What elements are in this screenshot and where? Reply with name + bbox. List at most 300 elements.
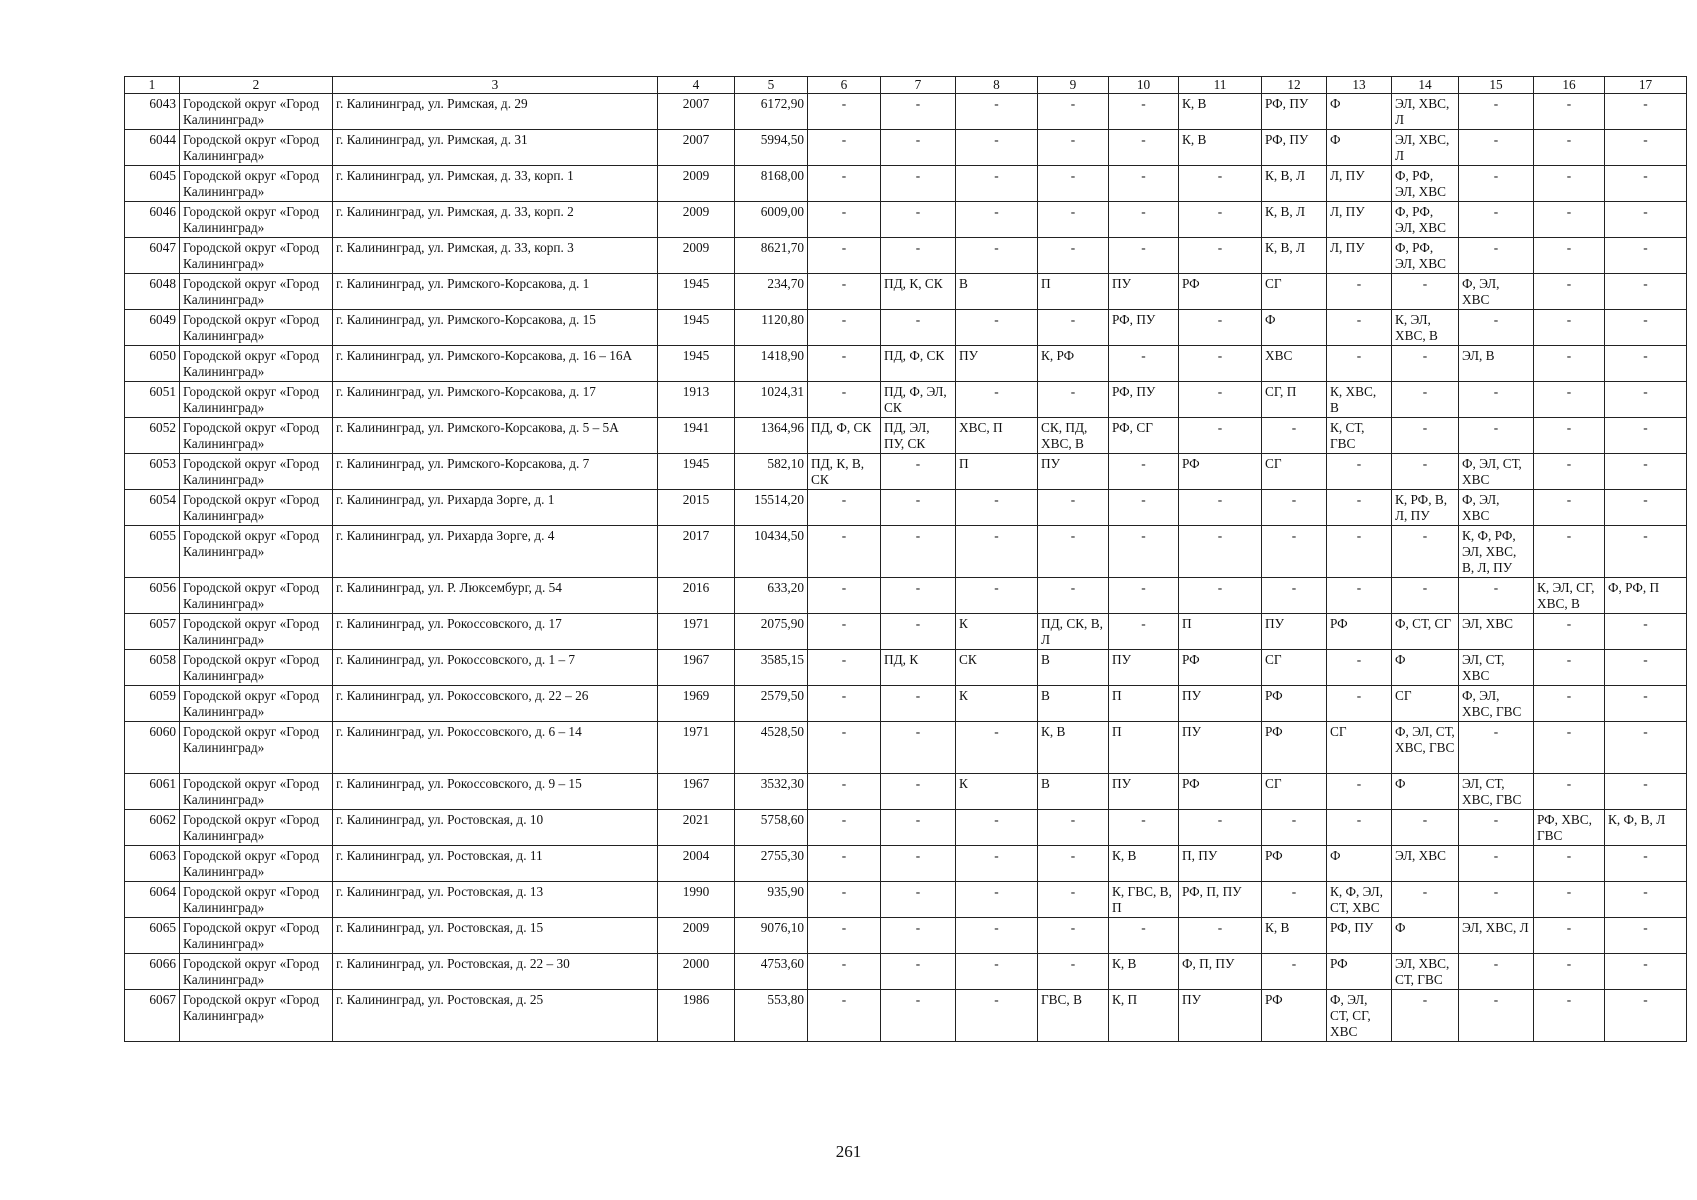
col-6-cell: -: [808, 346, 881, 382]
table-row: [125, 274, 1687, 310]
col-9-cell: П: [1038, 274, 1109, 310]
year-cell: 1945: [658, 346, 735, 382]
col-10-cell: -: [1109, 614, 1179, 650]
address-cell: г. Калининград, ул. Р. Люксембург, д. 54: [333, 578, 658, 614]
col-7-cell: -: [881, 454, 956, 490]
col-13-cell: Ф, ЭЛ, СТ, СГ, ХВС: [1327, 990, 1392, 1042]
col-16-cell: -: [1534, 418, 1605, 454]
col-6-cell: -: [808, 310, 881, 346]
row-number: 6044: [125, 130, 180, 166]
col-6-cell: -: [808, 722, 881, 774]
col-8-cell: -: [956, 990, 1038, 1042]
col-8-cell: ХВС, П: [956, 418, 1038, 454]
col-10-cell: РФ, СГ: [1109, 418, 1179, 454]
col-7-cell: ПД, ЭЛ, ПУ, СК: [881, 418, 956, 454]
col-11-cell: Ф, П, ПУ: [1179, 954, 1262, 990]
table-row: [125, 650, 1687, 686]
col-7-cell: -: [881, 526, 956, 578]
col-13-cell: Л, ПУ: [1327, 238, 1392, 274]
address-cell: г. Калининград, ул. Ростовская, д. 13: [333, 882, 658, 918]
col-8-cell: -: [956, 810, 1038, 846]
col-13-cell: Ф: [1327, 130, 1392, 166]
col-15-cell: Ф, ЭЛ, СТ, ХВС: [1459, 454, 1534, 490]
col-16-cell: -: [1534, 310, 1605, 346]
col-13-cell: -: [1327, 346, 1392, 382]
col-11-cell: К, В: [1179, 94, 1262, 130]
municipality-cell: Городской округ «Город Калининград»: [180, 650, 333, 686]
col-8-cell: -: [956, 578, 1038, 614]
col-15-cell: -: [1459, 846, 1534, 882]
col-8-cell: -: [956, 918, 1038, 954]
col-11-cell: ПУ: [1179, 686, 1262, 722]
year-cell: 2009: [658, 166, 735, 202]
col-6-cell: -: [808, 238, 881, 274]
row-number: 6066: [125, 954, 180, 990]
col-11-cell: РФ, П, ПУ: [1179, 882, 1262, 918]
column-number-3: 3: [333, 77, 658, 94]
row-number: 6059: [125, 686, 180, 722]
col-14-cell: ЭЛ, ХВС, Л: [1392, 130, 1459, 166]
col-10-cell: -: [1109, 202, 1179, 238]
col-11-cell: -: [1179, 490, 1262, 526]
year-cell: 1967: [658, 774, 735, 810]
col-6-cell: -: [808, 526, 881, 578]
col-17-cell: -: [1605, 614, 1687, 650]
column-number-16: 16: [1534, 77, 1605, 94]
col-10-cell: РФ, ПУ: [1109, 382, 1179, 418]
column-number-12: 12: [1262, 77, 1327, 94]
col-6-cell: -: [808, 166, 881, 202]
col-13-cell: -: [1327, 650, 1392, 686]
area-cell: 1120,80: [735, 310, 808, 346]
col-7-cell: ПД, К, СК: [881, 274, 956, 310]
address-cell: г. Калининград, ул. Ростовская, д. 10: [333, 810, 658, 846]
area-cell: 2579,50: [735, 686, 808, 722]
col-13-cell: -: [1327, 774, 1392, 810]
col-17-cell: -: [1605, 846, 1687, 882]
col-15-cell: -: [1459, 310, 1534, 346]
col-9-cell: -: [1038, 846, 1109, 882]
area-cell: 2075,90: [735, 614, 808, 650]
col-13-cell: К, СТ, ГВС: [1327, 418, 1392, 454]
col-8-cell: -: [956, 94, 1038, 130]
col-9-cell: -: [1038, 526, 1109, 578]
col-14-cell: ЭЛ, ХВС: [1392, 846, 1459, 882]
col-14-cell: Ф, РФ, ЭЛ, ХВС: [1392, 166, 1459, 202]
col-16-cell: -: [1534, 722, 1605, 774]
col-10-cell: -: [1109, 578, 1179, 614]
col-13-cell: -: [1327, 686, 1392, 722]
municipality-cell: Городской округ «Город Калининград»: [180, 202, 333, 238]
col-6-cell: ПД, К, В, СК: [808, 454, 881, 490]
col-15-cell: ЭЛ, ХВС, Л: [1459, 918, 1534, 954]
col-9-cell: СК, ПД, ХВС, В: [1038, 418, 1109, 454]
row-number: 6062: [125, 810, 180, 846]
year-cell: 1945: [658, 310, 735, 346]
area-cell: 8621,70: [735, 238, 808, 274]
municipality-cell: Городской округ «Город Калининград»: [180, 774, 333, 810]
col-8-cell: -: [956, 954, 1038, 990]
area-cell: 234,70: [735, 274, 808, 310]
col-6-cell: -: [808, 990, 881, 1042]
col-12-cell: РФ: [1262, 722, 1327, 774]
col-14-cell: -: [1392, 990, 1459, 1042]
year-cell: 1941: [658, 418, 735, 454]
col-9-cell: -: [1038, 882, 1109, 918]
row-number: 6057: [125, 614, 180, 650]
col-12-cell: -: [1262, 578, 1327, 614]
year-cell: 2016: [658, 578, 735, 614]
col-6-cell: -: [808, 686, 881, 722]
col-16-cell: -: [1534, 918, 1605, 954]
table-row: [125, 918, 1687, 954]
col-13-cell: -: [1327, 490, 1392, 526]
row-number: 6046: [125, 202, 180, 238]
col-11-cell: -: [1179, 238, 1262, 274]
table-row: [125, 774, 1687, 810]
address-cell: г. Калининград, ул. Римская, д. 33, корп. 1: [333, 166, 658, 202]
table-row: [125, 990, 1687, 1042]
col-9-cell: К, В: [1038, 722, 1109, 774]
address-cell: г. Калининград, ул. Римского-Корсакова, д. 15: [333, 310, 658, 346]
col-14-cell: -: [1392, 418, 1459, 454]
col-6-cell: -: [808, 650, 881, 686]
col-7-cell: -: [881, 490, 956, 526]
col-8-cell: -: [956, 166, 1038, 202]
col-10-cell: -: [1109, 918, 1179, 954]
col-11-cell: -: [1179, 202, 1262, 238]
col-15-cell: -: [1459, 722, 1534, 774]
area-cell: 6009,00: [735, 202, 808, 238]
municipality-cell: Городской округ «Город Калининград»: [180, 810, 333, 846]
address-cell: г. Калининград, ул. Римского-Корсакова, д. 5 – 5А: [333, 418, 658, 454]
col-17-cell: -: [1605, 686, 1687, 722]
municipality-cell: Городской округ «Город Калининград»: [180, 614, 333, 650]
col-16-cell: -: [1534, 94, 1605, 130]
area-cell: 6172,90: [735, 94, 808, 130]
address-cell: г. Калининград, ул. Римского-Корсакова, д. 16 – 16А: [333, 346, 658, 382]
table-row: [125, 382, 1687, 418]
col-9-cell: В: [1038, 686, 1109, 722]
area-cell: 582,10: [735, 454, 808, 490]
col-17-cell: -: [1605, 346, 1687, 382]
row-number: 6047: [125, 238, 180, 274]
col-17-cell: К, Ф, В, Л: [1605, 810, 1687, 846]
municipality-cell: Городской округ «Город Калининград»: [180, 578, 333, 614]
table-row: [125, 130, 1687, 166]
col-15-cell: Ф, ЭЛ, ХВС, ГВС: [1459, 686, 1534, 722]
row-number: 6053: [125, 454, 180, 490]
col-12-cell: К, В, Л: [1262, 202, 1327, 238]
area-cell: 1364,96: [735, 418, 808, 454]
col-9-cell: ПД, СК, В, Л: [1038, 614, 1109, 650]
col-9-cell: -: [1038, 238, 1109, 274]
col-6-cell: -: [808, 578, 881, 614]
col-6-cell: -: [808, 94, 881, 130]
col-16-cell: -: [1534, 614, 1605, 650]
municipality-cell: Городской округ «Город Калининград»: [180, 382, 333, 418]
col-10-cell: П: [1109, 686, 1179, 722]
col-15-cell: -: [1459, 578, 1534, 614]
row-number: 6054: [125, 490, 180, 526]
area-cell: 3585,15: [735, 650, 808, 686]
table-row: [125, 614, 1687, 650]
year-cell: 2017: [658, 526, 735, 578]
col-10-cell: П: [1109, 722, 1179, 774]
col-14-cell: Ф, СТ, СГ: [1392, 614, 1459, 650]
col-13-cell: РФ, ПУ: [1327, 918, 1392, 954]
table-row: [125, 954, 1687, 990]
col-12-cell: Ф: [1262, 310, 1327, 346]
address-cell: г. Калининград, ул. Рокоссовского, д. 9 – 15: [333, 774, 658, 810]
col-14-cell: Ф: [1392, 774, 1459, 810]
col-8-cell: К: [956, 614, 1038, 650]
municipality-cell: Городской округ «Город Калининград»: [180, 454, 333, 490]
area-cell: 15514,20: [735, 490, 808, 526]
col-17-cell: -: [1605, 954, 1687, 990]
col-7-cell: -: [881, 954, 956, 990]
col-10-cell: ПУ: [1109, 774, 1179, 810]
col-17-cell: -: [1605, 526, 1687, 578]
col-7-cell: -: [881, 310, 956, 346]
col-8-cell: -: [956, 310, 1038, 346]
col-13-cell: Ф: [1327, 846, 1392, 882]
col-14-cell: Ф: [1392, 650, 1459, 686]
col-11-cell: РФ: [1179, 774, 1262, 810]
year-cell: 1971: [658, 614, 735, 650]
row-number: 6048: [125, 274, 180, 310]
col-7-cell: ПД, К: [881, 650, 956, 686]
area-cell: 4753,60: [735, 954, 808, 990]
col-8-cell: -: [956, 722, 1038, 774]
col-14-cell: ЭЛ, ХВС, СТ, ГВС: [1392, 954, 1459, 990]
col-12-cell: К, В, Л: [1262, 166, 1327, 202]
table-row: [125, 94, 1687, 130]
year-cell: 1967: [658, 650, 735, 686]
col-10-cell: К, П: [1109, 990, 1179, 1042]
col-12-cell: -: [1262, 526, 1327, 578]
col-8-cell: -: [956, 202, 1038, 238]
row-number: 6049: [125, 310, 180, 346]
address-cell: г. Калининград, ул. Ростовская, д. 15: [333, 918, 658, 954]
col-9-cell: -: [1038, 954, 1109, 990]
col-15-cell: -: [1459, 130, 1534, 166]
area-cell: 553,80: [735, 990, 808, 1042]
row-number: 6043: [125, 94, 180, 130]
row-number: 6045: [125, 166, 180, 202]
col-15-cell: Ф, ЭЛ, ХВС: [1459, 490, 1534, 526]
col-9-cell: В: [1038, 774, 1109, 810]
col-11-cell: РФ: [1179, 274, 1262, 310]
col-6-cell: -: [808, 614, 881, 650]
address-cell: г. Калининград, ул. Ростовская, д. 11: [333, 846, 658, 882]
col-17-cell: -: [1605, 238, 1687, 274]
table-row: [125, 578, 1687, 614]
year-cell: 2007: [658, 130, 735, 166]
col-8-cell: -: [956, 130, 1038, 166]
col-12-cell: -: [1262, 882, 1327, 918]
col-14-cell: -: [1392, 578, 1459, 614]
column-number-5: 5: [735, 77, 808, 94]
col-8-cell: В: [956, 274, 1038, 310]
column-number-1: 1: [125, 77, 180, 94]
col-10-cell: -: [1109, 94, 1179, 130]
col-11-cell: -: [1179, 526, 1262, 578]
col-11-cell: К, В: [1179, 130, 1262, 166]
col-6-cell: -: [808, 882, 881, 918]
col-10-cell: К, ГВС, В, П: [1109, 882, 1179, 918]
col-17-cell: -: [1605, 722, 1687, 774]
col-11-cell: -: [1179, 346, 1262, 382]
row-number: 6067: [125, 990, 180, 1042]
municipality-cell: Городской округ «Город Калининград»: [180, 722, 333, 774]
municipality-cell: Городской округ «Город Калининград»: [180, 918, 333, 954]
col-11-cell: ПУ: [1179, 722, 1262, 774]
col-9-cell: -: [1038, 202, 1109, 238]
row-number: 6055: [125, 526, 180, 578]
row-number: 6052: [125, 418, 180, 454]
col-12-cell: ХВС: [1262, 346, 1327, 382]
col-14-cell: -: [1392, 810, 1459, 846]
address-cell: г. Калининград, ул. Ростовская, д. 22 – 30: [333, 954, 658, 990]
table-row: [125, 686, 1687, 722]
col-13-cell: -: [1327, 454, 1392, 490]
col-16-cell: -: [1534, 382, 1605, 418]
column-number-7: 7: [881, 77, 956, 94]
year-cell: 2009: [658, 238, 735, 274]
column-number-header-row: [125, 77, 1687, 94]
col-17-cell: -: [1605, 310, 1687, 346]
col-9-cell: -: [1038, 578, 1109, 614]
col-7-cell: ПД, Ф, ЭЛ, СК: [881, 382, 956, 418]
col-15-cell: -: [1459, 382, 1534, 418]
col-11-cell: -: [1179, 810, 1262, 846]
column-number-14: 14: [1392, 77, 1459, 94]
col-17-cell: -: [1605, 274, 1687, 310]
year-cell: 2004: [658, 846, 735, 882]
col-11-cell: -: [1179, 418, 1262, 454]
col-9-cell: ПУ: [1038, 454, 1109, 490]
col-14-cell: К, РФ, В, Л, ПУ: [1392, 490, 1459, 526]
area-cell: 9076,10: [735, 918, 808, 954]
col-10-cell: -: [1109, 346, 1179, 382]
municipality-cell: Городской округ «Город Калининград»: [180, 346, 333, 382]
col-9-cell: ГВС, В: [1038, 990, 1109, 1042]
municipality-cell: Городской округ «Город Калининград»: [180, 526, 333, 578]
row-number: 6060: [125, 722, 180, 774]
col-10-cell: ПУ: [1109, 650, 1179, 686]
col-6-cell: ПД, Ф, СК: [808, 418, 881, 454]
col-10-cell: -: [1109, 490, 1179, 526]
col-12-cell: -: [1262, 418, 1327, 454]
area-cell: 8168,00: [735, 166, 808, 202]
table-row: [125, 882, 1687, 918]
col-7-cell: -: [881, 810, 956, 846]
col-16-cell: -: [1534, 454, 1605, 490]
col-7-cell: -: [881, 990, 956, 1042]
area-cell: 1024,31: [735, 382, 808, 418]
col-17-cell: -: [1605, 94, 1687, 130]
col-10-cell: -: [1109, 130, 1179, 166]
col-8-cell: -: [956, 382, 1038, 418]
col-7-cell: -: [881, 238, 956, 274]
col-8-cell: -: [956, 238, 1038, 274]
address-cell: г. Калининград, ул. Римская, д. 33, корп. 3: [333, 238, 658, 274]
col-10-cell: ПУ: [1109, 274, 1179, 310]
col-14-cell: -: [1392, 274, 1459, 310]
col-12-cell: -: [1262, 810, 1327, 846]
col-16-cell: -: [1534, 130, 1605, 166]
address-cell: г. Калининград, ул. Римского-Корсакова, д. 1: [333, 274, 658, 310]
col-16-cell: К, ЭЛ, СГ, ХВС, В: [1534, 578, 1605, 614]
col-6-cell: -: [808, 918, 881, 954]
col-13-cell: -: [1327, 810, 1392, 846]
row-number: 6065: [125, 918, 180, 954]
table-row: [125, 526, 1687, 578]
row-number: 6050: [125, 346, 180, 382]
col-16-cell: -: [1534, 526, 1605, 578]
col-15-cell: -: [1459, 238, 1534, 274]
col-13-cell: К, Ф, ЭЛ, СТ, ХВС: [1327, 882, 1392, 918]
col-16-cell: -: [1534, 490, 1605, 526]
column-number-11: 11: [1179, 77, 1262, 94]
row-number: 6064: [125, 882, 180, 918]
address-cell: г. Калининград, ул. Римская, д. 29: [333, 94, 658, 130]
col-14-cell: -: [1392, 526, 1459, 578]
municipality-cell: Городской округ «Город Калининград»: [180, 418, 333, 454]
col-17-cell: -: [1605, 918, 1687, 954]
col-10-cell: -: [1109, 810, 1179, 846]
col-7-cell: -: [881, 686, 956, 722]
col-16-cell: -: [1534, 990, 1605, 1042]
col-13-cell: -: [1327, 578, 1392, 614]
address-cell: г. Калининград, ул. Рокоссовского, д. 17: [333, 614, 658, 650]
area-cell: 5758,60: [735, 810, 808, 846]
col-8-cell: -: [956, 846, 1038, 882]
col-15-cell: -: [1459, 166, 1534, 202]
col-6-cell: -: [808, 846, 881, 882]
table-row: [125, 166, 1687, 202]
column-number-17: 17: [1605, 77, 1687, 94]
column-number-6: 6: [808, 77, 881, 94]
address-cell: г. Калининград, ул. Римская, д. 33, корп. 2: [333, 202, 658, 238]
column-number-10: 10: [1109, 77, 1179, 94]
col-7-cell: -: [881, 202, 956, 238]
col-13-cell: РФ: [1327, 614, 1392, 650]
municipality-cell: Городской округ «Город Калининград»: [180, 954, 333, 990]
col-12-cell: К, В: [1262, 918, 1327, 954]
col-9-cell: К, РФ: [1038, 346, 1109, 382]
col-12-cell: СГ: [1262, 454, 1327, 490]
municipality-cell: Городской округ «Город Калининград»: [180, 274, 333, 310]
col-15-cell: -: [1459, 94, 1534, 130]
col-16-cell: -: [1534, 650, 1605, 686]
col-12-cell: ПУ: [1262, 614, 1327, 650]
col-15-cell: -: [1459, 882, 1534, 918]
year-cell: 1969: [658, 686, 735, 722]
column-number-9: 9: [1038, 77, 1109, 94]
year-cell: 2015: [658, 490, 735, 526]
col-16-cell: -: [1534, 774, 1605, 810]
col-14-cell: -: [1392, 454, 1459, 490]
col-10-cell: -: [1109, 454, 1179, 490]
col-13-cell: Л, ПУ: [1327, 202, 1392, 238]
year-cell: 2007: [658, 94, 735, 130]
address-cell: г. Калининград, ул. Ростовская, д. 25: [333, 990, 658, 1042]
col-15-cell: К, Ф, РФ, ЭЛ, ХВС, В, Л, ПУ: [1459, 526, 1534, 578]
col-6-cell: -: [808, 274, 881, 310]
year-cell: 2021: [658, 810, 735, 846]
